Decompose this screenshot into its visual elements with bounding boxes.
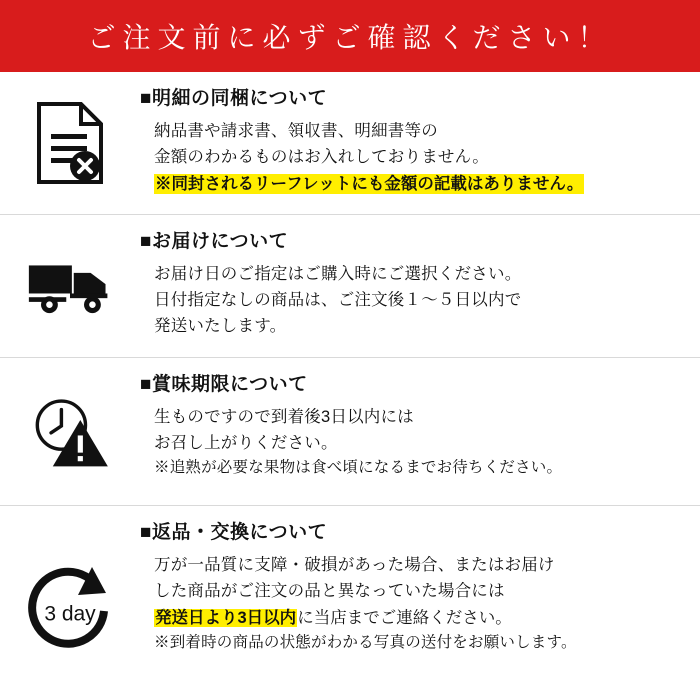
- section-line: ※追熟が必要な果物は食べ頃になるまでお待ちください。: [154, 458, 563, 476]
- section-line: した商品がご注文の品と異なっていた場合には: [154, 581, 505, 600]
- document-with-x-icon: [27, 100, 113, 186]
- section-line: 金額のわかるものはお入れしておりません。: [154, 147, 489, 166]
- text-cell: [140, 358, 700, 480]
- highlight-suffix-text: に当店までご連絡ください。: [297, 608, 512, 627]
- section-invoice-enclosure: [0, 72, 700, 215]
- highlighted-text: 発送日より3日以内: [155, 608, 297, 627]
- section-title: ■明細の同梱について: [140, 88, 328, 109]
- section-line: 生ものですので到着後3日以内には: [154, 407, 414, 426]
- section-title: ■賞味期限について: [140, 374, 308, 395]
- icon-cell: [0, 72, 140, 214]
- header-banner: [0, 0, 700, 72]
- section-highlight-line: [140, 172, 686, 198]
- section-line: 納品書や請求書、領収書、明細書等の: [154, 121, 438, 140]
- text-cell: [140, 506, 700, 656]
- icon-cell: [0, 506, 140, 700]
- section-line: お届け日のご指定はご購入時にご選択ください。: [154, 264, 522, 283]
- icon-cell: [0, 215, 140, 357]
- delivery-truck-icon: [27, 243, 113, 329]
- section-highlight-line: [140, 606, 686, 632]
- section-best-before: [0, 358, 700, 506]
- section-line: お召し上がりください。: [154, 433, 338, 452]
- highlighted-text: ※同封されるリーフレットにも金額の記載はありません。: [155, 174, 584, 193]
- section-line: 発送いたします。: [154, 316, 287, 335]
- section-title: ■返品・交換について: [140, 522, 328, 543]
- section-line: 万が一品質に支障・破損があった場合、またはお届け: [154, 555, 555, 574]
- section-footnote: ※到着時の商品の状態がわかる写真の送付をお願いします。: [154, 634, 577, 652]
- section-line: 日付指定なしの商品は、ご注文後１～５日以内で: [154, 290, 522, 309]
- section-returns-exchange: [0, 506, 700, 700]
- svg-text:3 day: 3 day: [44, 602, 96, 626]
- text-cell: [140, 215, 700, 339]
- three-day-return-arrow-icon: [14, 557, 126, 649]
- text-cell: [140, 72, 700, 197]
- icon-cell: [0, 358, 140, 505]
- clock-warning-icon: [27, 389, 113, 475]
- section-delivery: [0, 215, 700, 358]
- page-title: ご注文前に必ずご確認ください！: [87, 22, 613, 53]
- section-title: ■お届けについて: [140, 231, 289, 252]
